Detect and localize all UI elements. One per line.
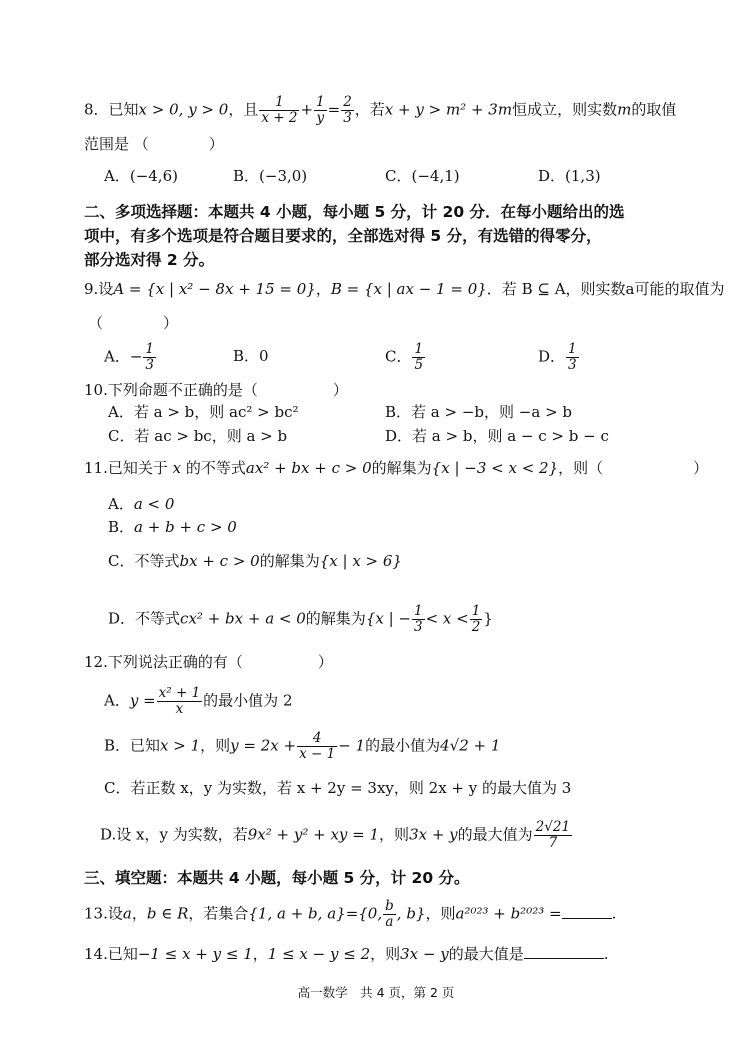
q12-option-a[interactable] [104,686,292,717]
q9-cond: ．若 B ⊆ A，则实数 [486,280,626,298]
q14-tail: 的最大值是 [448,945,524,963]
q12-option-b-answer: 4√2 + 1 [440,736,501,755]
q11-inequality: ax² + bx + c > 0 [245,459,372,477]
q12-option-d-pre: 设 x，y 为实数，若 [116,825,248,844]
q9-option-d-fraction [566,342,579,373]
q8-option-b-label: B． [233,167,260,185]
q13-eq: = [345,904,359,923]
q12-option-d-eq: 9x² + y² + xy = 1 [247,825,380,844]
q8-option-d-label: D． [538,167,566,185]
q11-stem-c: 的解集为 [371,459,432,477]
q8-number: 8．已知 [84,100,139,119]
q8-f1-den: x + 2 [261,110,298,126]
q11-option-c-set: {x | x > 6} [319,552,402,570]
q12-option-c-label: C． [104,779,131,797]
q12-d-num: 2√21 [535,819,571,835]
q14-sep: ， [252,945,268,963]
q8-option-b[interactable] [233,166,307,186]
q13-end: . [611,904,617,923]
q12-option-d-tail: 的最大值为 [457,825,533,844]
q9-option-b-value: 0 [259,347,269,365]
q12-option-b-tail: 的最小值为 [365,736,441,755]
q9-option-c[interactable] [385,342,426,373]
q10-option-b-label: B． [385,403,412,421]
q11-option-d-label: D． [108,609,136,628]
q13-b-in-r: b ∈ R [146,904,189,923]
q12-option-a-fraction [157,686,203,717]
q10-option-b-text: 若 a > −b，则 −a > b [411,403,573,421]
section2-line3: 部分选对得 2 分。 [84,251,215,269]
q9-tail: 可能的取值为 [634,280,725,298]
q8-option-a-value: (−4,6) [129,167,178,185]
q11-option-d-pre: 不等式 [135,609,181,628]
q8-option-d[interactable] [538,166,601,186]
q8-line2: 范围是 （ ） [84,135,224,153]
q12-option-a-lhs: y = [129,691,156,710]
q8-line1 [84,95,676,126]
section3-title: 三、填空题：本题共 4 小题，每小题 5 分，计 20 分。 [84,869,470,887]
q8-f3-den: 3 [343,110,352,126]
q12-option-c[interactable] [104,778,571,798]
q14-cond1: −1 ≤ x + y ≤ 1 [137,945,253,963]
q13-fraction [383,899,396,930]
q13-set2-pre: {0, [358,904,383,923]
q8-option-c-label: C． [385,167,412,185]
q12-option-b-label: B． [104,736,131,755]
q14-mid: ，则 [370,945,401,963]
q8-option-d-value: (1,3) [565,167,601,185]
q13-a: a [122,904,132,923]
q11-option-c-ineq: bx + c > 0 [179,552,260,570]
q13-mid: ，若集合 [188,904,249,923]
q8-cond2: ，若 [354,100,385,119]
q11-option-d-set-pre: {x | − [365,609,411,628]
q8-option-c-value: (−4,1) [411,167,460,185]
q8-fraction-3 [341,95,354,126]
q12-option-b-pre: 已知 [130,736,161,755]
q11-x: x [172,459,182,477]
q8-fraction-2 [314,95,327,126]
q9-option-c-label: C． [385,347,412,366]
q12-d-den: 7 [534,835,572,851]
q10-option-d[interactable] [385,426,609,446]
q9-line1 [84,279,725,299]
q12-option-b-expr-post: − 1 [338,736,366,755]
q11-option-b-label: B． [108,518,135,536]
q11-option-c[interactable] [108,551,402,571]
q10-option-d-text: 若 a > b，则 a − c > b − c [412,427,609,445]
q12-option-b-cond: x > 1 [160,736,201,755]
q11-d-d1: 3 [413,619,423,635]
q12-option-d-label: D. [100,825,117,844]
q9-option-c-fraction [412,342,425,373]
q8-fraction-1 [259,95,299,126]
q12-option-d-fraction [534,820,572,851]
q8-condition: x > 0, y > 0 [138,100,229,119]
q9-option-a-sign: − [129,347,143,366]
q14-number: 14.已知 [84,945,138,963]
q8-rest: 恒成立，则实数 [512,100,618,119]
q8-option-a-label: A． [104,167,130,185]
q8-option-b-value: (−3,0) [259,167,308,185]
q10-option-a-text: 若 a > b，则 ac² > bc² [133,403,299,421]
q11-option-a[interactable] [108,494,174,514]
q11-stem-a: 11.已知关于 [84,459,168,477]
q13-expr: a²⁰²³ + b²⁰²³ = [455,904,562,923]
q12-a-den: x [157,701,203,717]
q11-option-b-text: a + b + c > 0 [134,518,237,536]
q8-option-a[interactable] [104,166,178,186]
q12-b-den: x − 1 [299,746,336,762]
q8-m: m [617,100,632,119]
q12-option-d-mid: ，则 [379,825,410,844]
q9-d-num: 1 [568,341,577,357]
q12-option-d[interactable] [100,820,573,851]
q8-plus: + [300,100,314,119]
q11-option-c-label: C． [108,552,135,570]
q14-cond2: 1 ≤ x − y ≤ 2 [267,945,371,963]
q12-b-num: 4 [312,730,322,746]
q11-stem-d: ，则（ ） [558,459,709,477]
q9-c-den: 5 [414,357,424,373]
q9-option-b[interactable] [233,346,269,366]
q11-option-d-ineq: cx² + bx + a < 0 [180,609,306,628]
q12-option-b-fraction [297,731,337,762]
q11-option-b[interactable] [108,517,237,537]
q8-f3-num: 2 [343,94,352,110]
q14-line [84,944,609,964]
q12-option-b-mid: ，则 [200,736,231,755]
q8-eq: = [327,100,341,119]
q8-f2-den: y [314,110,327,126]
q9-option-a-label: A． [104,347,130,366]
q8-inequality: x + y > m² + 3m [384,100,513,119]
q12-option-a-label: A． [104,691,130,710]
q10-option-c[interactable] [108,426,287,446]
q9-sep: ， [315,280,331,298]
q9-c-num: 1 [414,341,424,357]
q9-var: a [625,280,635,298]
q13-f-num: b [385,898,394,914]
q11-option-d-fraction-2 [470,604,483,635]
q12-option-c-text: 若正数 x，y 为实数，若 x + 2y = 3xy，则 2x + y 的最大值为 3 [130,779,572,797]
q9-d-den: 3 [568,357,577,373]
q9-set-b: B = {x | ax − 1 = 0} [330,280,487,298]
q9-set-a: A = {x | x² − 8x + 15 = 0} [113,280,316,298]
q12-stem: 12.下列说法正确的有（ ） [84,653,333,671]
q12-option-d-expr: 3x + y [409,825,458,844]
q8-and: ，且 [228,100,259,119]
q11-option-d-set-post: } [483,609,493,628]
q10-option-d-label: D． [385,427,413,445]
q11-set: {x | −3 < x < 2} [431,459,559,477]
q11-option-c-pre: 不等式 [134,552,180,570]
page-footer: 高一数学 共 4 页，第 2 页 [297,985,455,1000]
q13-line [84,899,616,930]
q11-option-d-fraction-1 [412,604,425,635]
q10-option-c-text: 若 ac > bc，则 a > b [134,427,288,445]
q8-tail: 的取值 [631,100,677,119]
q9-a-num: 1 [145,341,155,357]
q9-option-b-label: B． [233,347,260,365]
q13-answer-blank[interactable] [562,904,612,919]
q13-sep: ， [131,904,147,923]
q14-end: . [603,945,609,963]
q10-option-c-label: C． [108,427,135,445]
q9-number: 9.设 [84,280,114,298]
q9-a-den: 3 [145,357,155,373]
q9-option-d-label: D． [538,347,566,366]
q11-option-d-mid: 的解集为 [305,609,366,628]
q10-stem: 10.下列命题不正确的是（ ） [84,381,348,399]
q13-f-den: a [383,914,396,930]
q12-option-b[interactable] [104,731,500,762]
q13-set1: {1, a + b, a} [248,904,346,923]
q10-option-b[interactable] [385,402,572,422]
q11-option-a-label: A． [108,495,134,513]
section2-line2: 项中，有多个选项是符合题目要求的，全部选对得 5 分，有选错的得零分， [84,227,602,245]
q9-line2: （ ） [88,314,179,332]
q10-option-a[interactable] [108,402,299,422]
q11-stem-b: 的不等式 [185,459,246,477]
q13-set2-post: , b} [396,904,426,923]
q8-f1-num: 1 [275,94,284,110]
q12-option-b-expr-pre: y = 2x + [230,736,297,755]
q11-option-d[interactable] [108,604,493,635]
q11-d-n1: 1 [413,603,423,619]
q8-option-c[interactable] [385,166,460,186]
q9-option-a[interactable] [104,342,157,373]
q11-d-n2: 1 [471,603,481,619]
q12-a-num: x² + 1 [158,685,201,701]
q8-f2-num: 1 [316,94,325,110]
q9-option-a-fraction [143,342,156,373]
q12-option-a-tail: 的最小值为 2 [203,691,293,710]
q11-option-d-lt: < x < [425,609,469,628]
q11-stem [84,458,708,478]
q11-option-c-mid: 的解集为 [259,552,320,570]
q14-answer-blank[interactable] [524,944,604,959]
q11-option-a-text: a < 0 [133,495,175,513]
q10-option-a-label: A． [108,403,134,421]
q9-option-d[interactable] [538,342,580,373]
q14-expr: 3x − y [400,945,449,963]
q13-number: 13.设 [84,904,123,923]
section2-line1: 二、多项选择题：本题共 4 小题，每小题 5 分，计 20 分．在每小题给出的选 [84,203,625,221]
q11-d-d2: 2 [471,619,481,635]
q13-then: ，则 [425,904,456,923]
